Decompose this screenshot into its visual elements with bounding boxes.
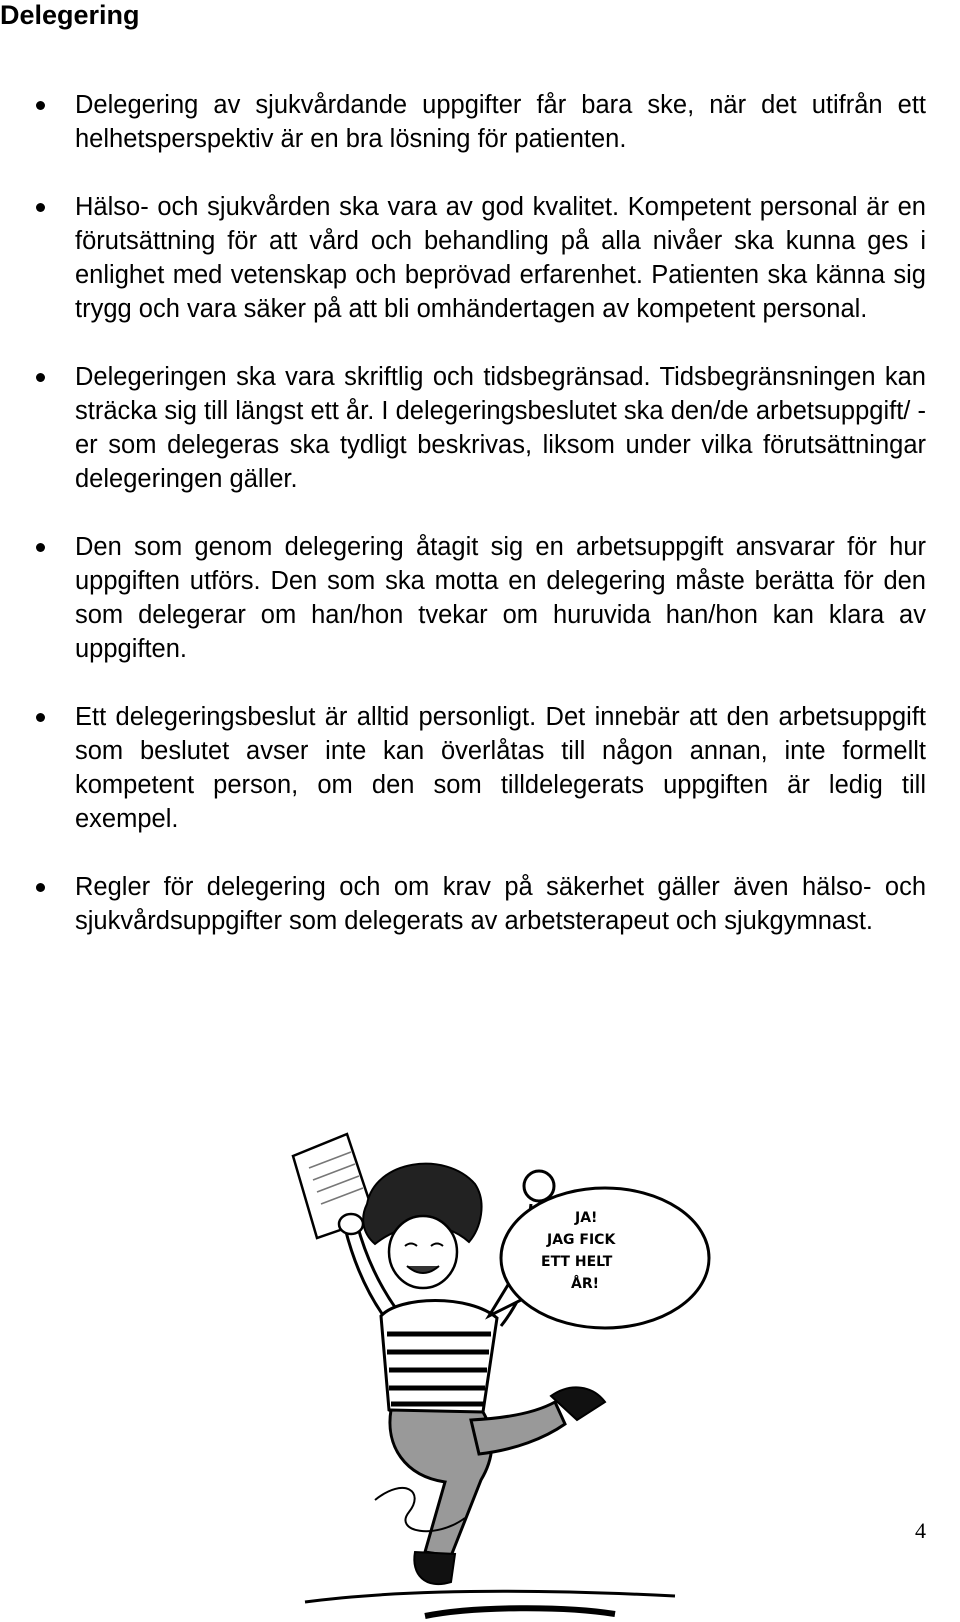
speech-bubble-line: ETT HELT bbox=[541, 1254, 613, 1270]
list-item bbox=[0, 190, 960, 326]
bullet-text: Delegeringen ska vara skriftlig och tidsbegränsad. Tidsbegränsningen kan sträcka sig till längst ett år. I delegeringsbeslutet ska den/de arbetsuppgift/ -er som delegeras ska tydligt beskrivas, liksom under vilka förutsättningar delegeringen gäller. bbox=[75, 363, 926, 493]
list-item bbox=[0, 870, 960, 938]
jumping-person-illustration bbox=[275, 1120, 715, 1622]
speech-bubble bbox=[489, 1188, 709, 1328]
bullet-text: Hälso- och sjukvården ska vara av god kvalitet. Kompetent personal är en förutsättning för att vård och behandling på alla nivåer ska kunna ges i enlighet med vetenskap och beprövad erfarenhet. Patienten ska känna sig trygg och vara säker på att bli omhändertagen av kompetent personal. bbox=[75, 193, 926, 323]
bullet-icon bbox=[36, 543, 45, 552]
bullet-text: Regler för delegering och om krav på säkerhet gäller även hälso- och sjukvårdsuppgifter som delegerats av arbetsterapeut och sjukgymnast. bbox=[75, 873, 926, 935]
bullet-icon bbox=[36, 101, 45, 110]
bullet-icon bbox=[36, 883, 45, 892]
speech-bubble-line: JA! bbox=[575, 1210, 598, 1226]
bullet-text: Den som genom delegering åtagit sig en arbetsuppgift ansvarar för hur uppgiften utförs. Den som ska motta en delegering måste berätta för den som delegerar om han/hon tvekar om huruvida han/hon kan klara av uppgiften. bbox=[75, 533, 926, 663]
list-item bbox=[0, 530, 960, 666]
speech-bubble-line: ÅR! bbox=[571, 1276, 599, 1292]
bullet-icon bbox=[36, 713, 45, 722]
speech-bubble-line: JAG FICK bbox=[547, 1232, 616, 1248]
bullet-text: Delegering av sjukvårdande uppgifter får bara ske, när det utifrån ett helhetsperspektiv är en bra lösning för patienten. bbox=[75, 91, 926, 153]
list-item bbox=[0, 88, 960, 156]
page-number: 4 bbox=[915, 1518, 926, 1543]
bullet-icon bbox=[36, 203, 45, 212]
bullet-icon bbox=[36, 373, 45, 382]
page-title: Delegering bbox=[0, 0, 140, 30]
list-item bbox=[0, 700, 960, 836]
list-item bbox=[0, 360, 960, 496]
bullet-list bbox=[0, 88, 960, 972]
bullet-text: Ett delegeringsbeslut är alltid personligt. Det innebär att den arbetsuppgift som beslutet avser inte kan överlåtas till någon annan, inte formellt kompetent person, om den som tilldelegerats uppgiften är ledig till exempel. bbox=[75, 703, 926, 833]
